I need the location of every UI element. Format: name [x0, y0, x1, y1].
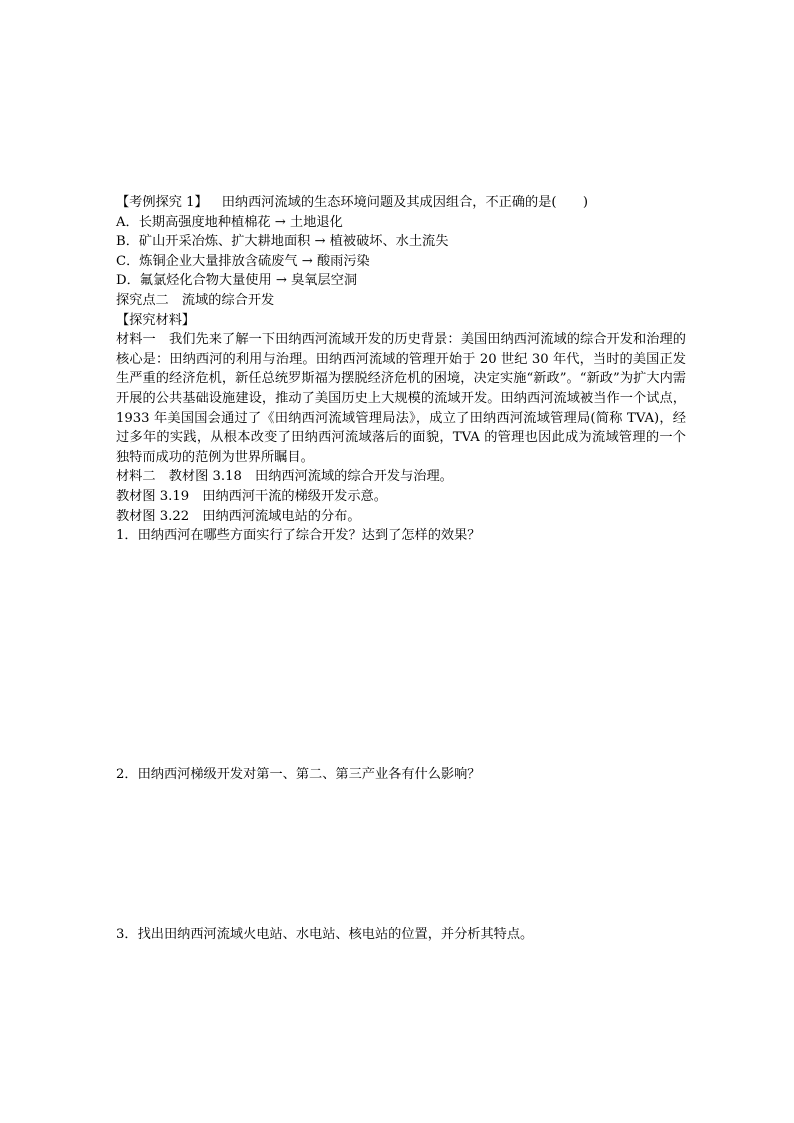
- answer-space-2: [116, 784, 686, 925]
- option-a: A．长期高强度地种植棉花 → 土地退化: [116, 214, 343, 230]
- question-3: 3．找出田纳西河流域火电站、水电站、核电站的位置，并分析其特点。: [116, 927, 534, 943]
- example-question: [116, 193, 686, 213]
- worksheet-page: [116, 193, 686, 945]
- option-c: C．炼铜企业大量排放含硫废气 → 酸雨污染: [116, 253, 370, 269]
- material-two: 材料二 教材图 3.18 田纳西河流域的综合开发与治理。: [116, 469, 453, 485]
- question-2: 2．田纳西河梯级开发对第一、第二、第三产业各有什么影响？: [116, 766, 481, 782]
- figure-ref-3-22: 教材图 3.22 田纳西河流域电站的分布。: [116, 508, 361, 524]
- example-stem: 田纳西河流域的生态环境问题及其成因组合，不正确的是( ): [221, 195, 589, 210]
- materials-heading: 【探究材料】: [116, 312, 196, 328]
- option-b: B．矿山开采冶炼、扩大耕地面积 → 植被破坏、水土流失: [116, 234, 449, 250]
- question-1: 1．田纳西河在哪些方面实行了综合开发？达到了怎样的效果？: [116, 528, 481, 544]
- figure-ref-3-19: 教材图 3.19 田纳西河干流的梯级开发示意。: [116, 488, 387, 504]
- example-title: 【考例探究 1】: [116, 195, 208, 210]
- section-heading: 探究点二 流域的综合开发: [116, 292, 275, 308]
- material-one: 材料一 我们先来了解一下田纳西河流域开发的历史背景：美国田纳西河流域的综合开发和治理的核心是：田纳西河的利用与治理。田纳西河流域的管理开始于 20 世纪 30 年代，当时的美国正发生严重的经济危机，新任总统罗斯福为摆脱经济危机的困境，决定实施“新政”。“新政”为扩大内需开展的公共基础设施建设，推动了美国历史上大规模的流域开发。田纳西河流域被当作一个试点，1933 年美国国会通过了《田纳西河流域管理局法》，成立了田纳西河流域管理局(简称 TVA)，经过多年的实践，从根本改变了田纳西河流域落后的面貌，TVA 的管理也因此成为流域管理的一个独特而成功的范例为世界所瞩目。: [116, 332, 686, 465]
- answer-space-1: [116, 546, 686, 765]
- option-d: D．氟氯烃化合物大量使用 → 臭氧层空洞: [116, 273, 358, 289]
